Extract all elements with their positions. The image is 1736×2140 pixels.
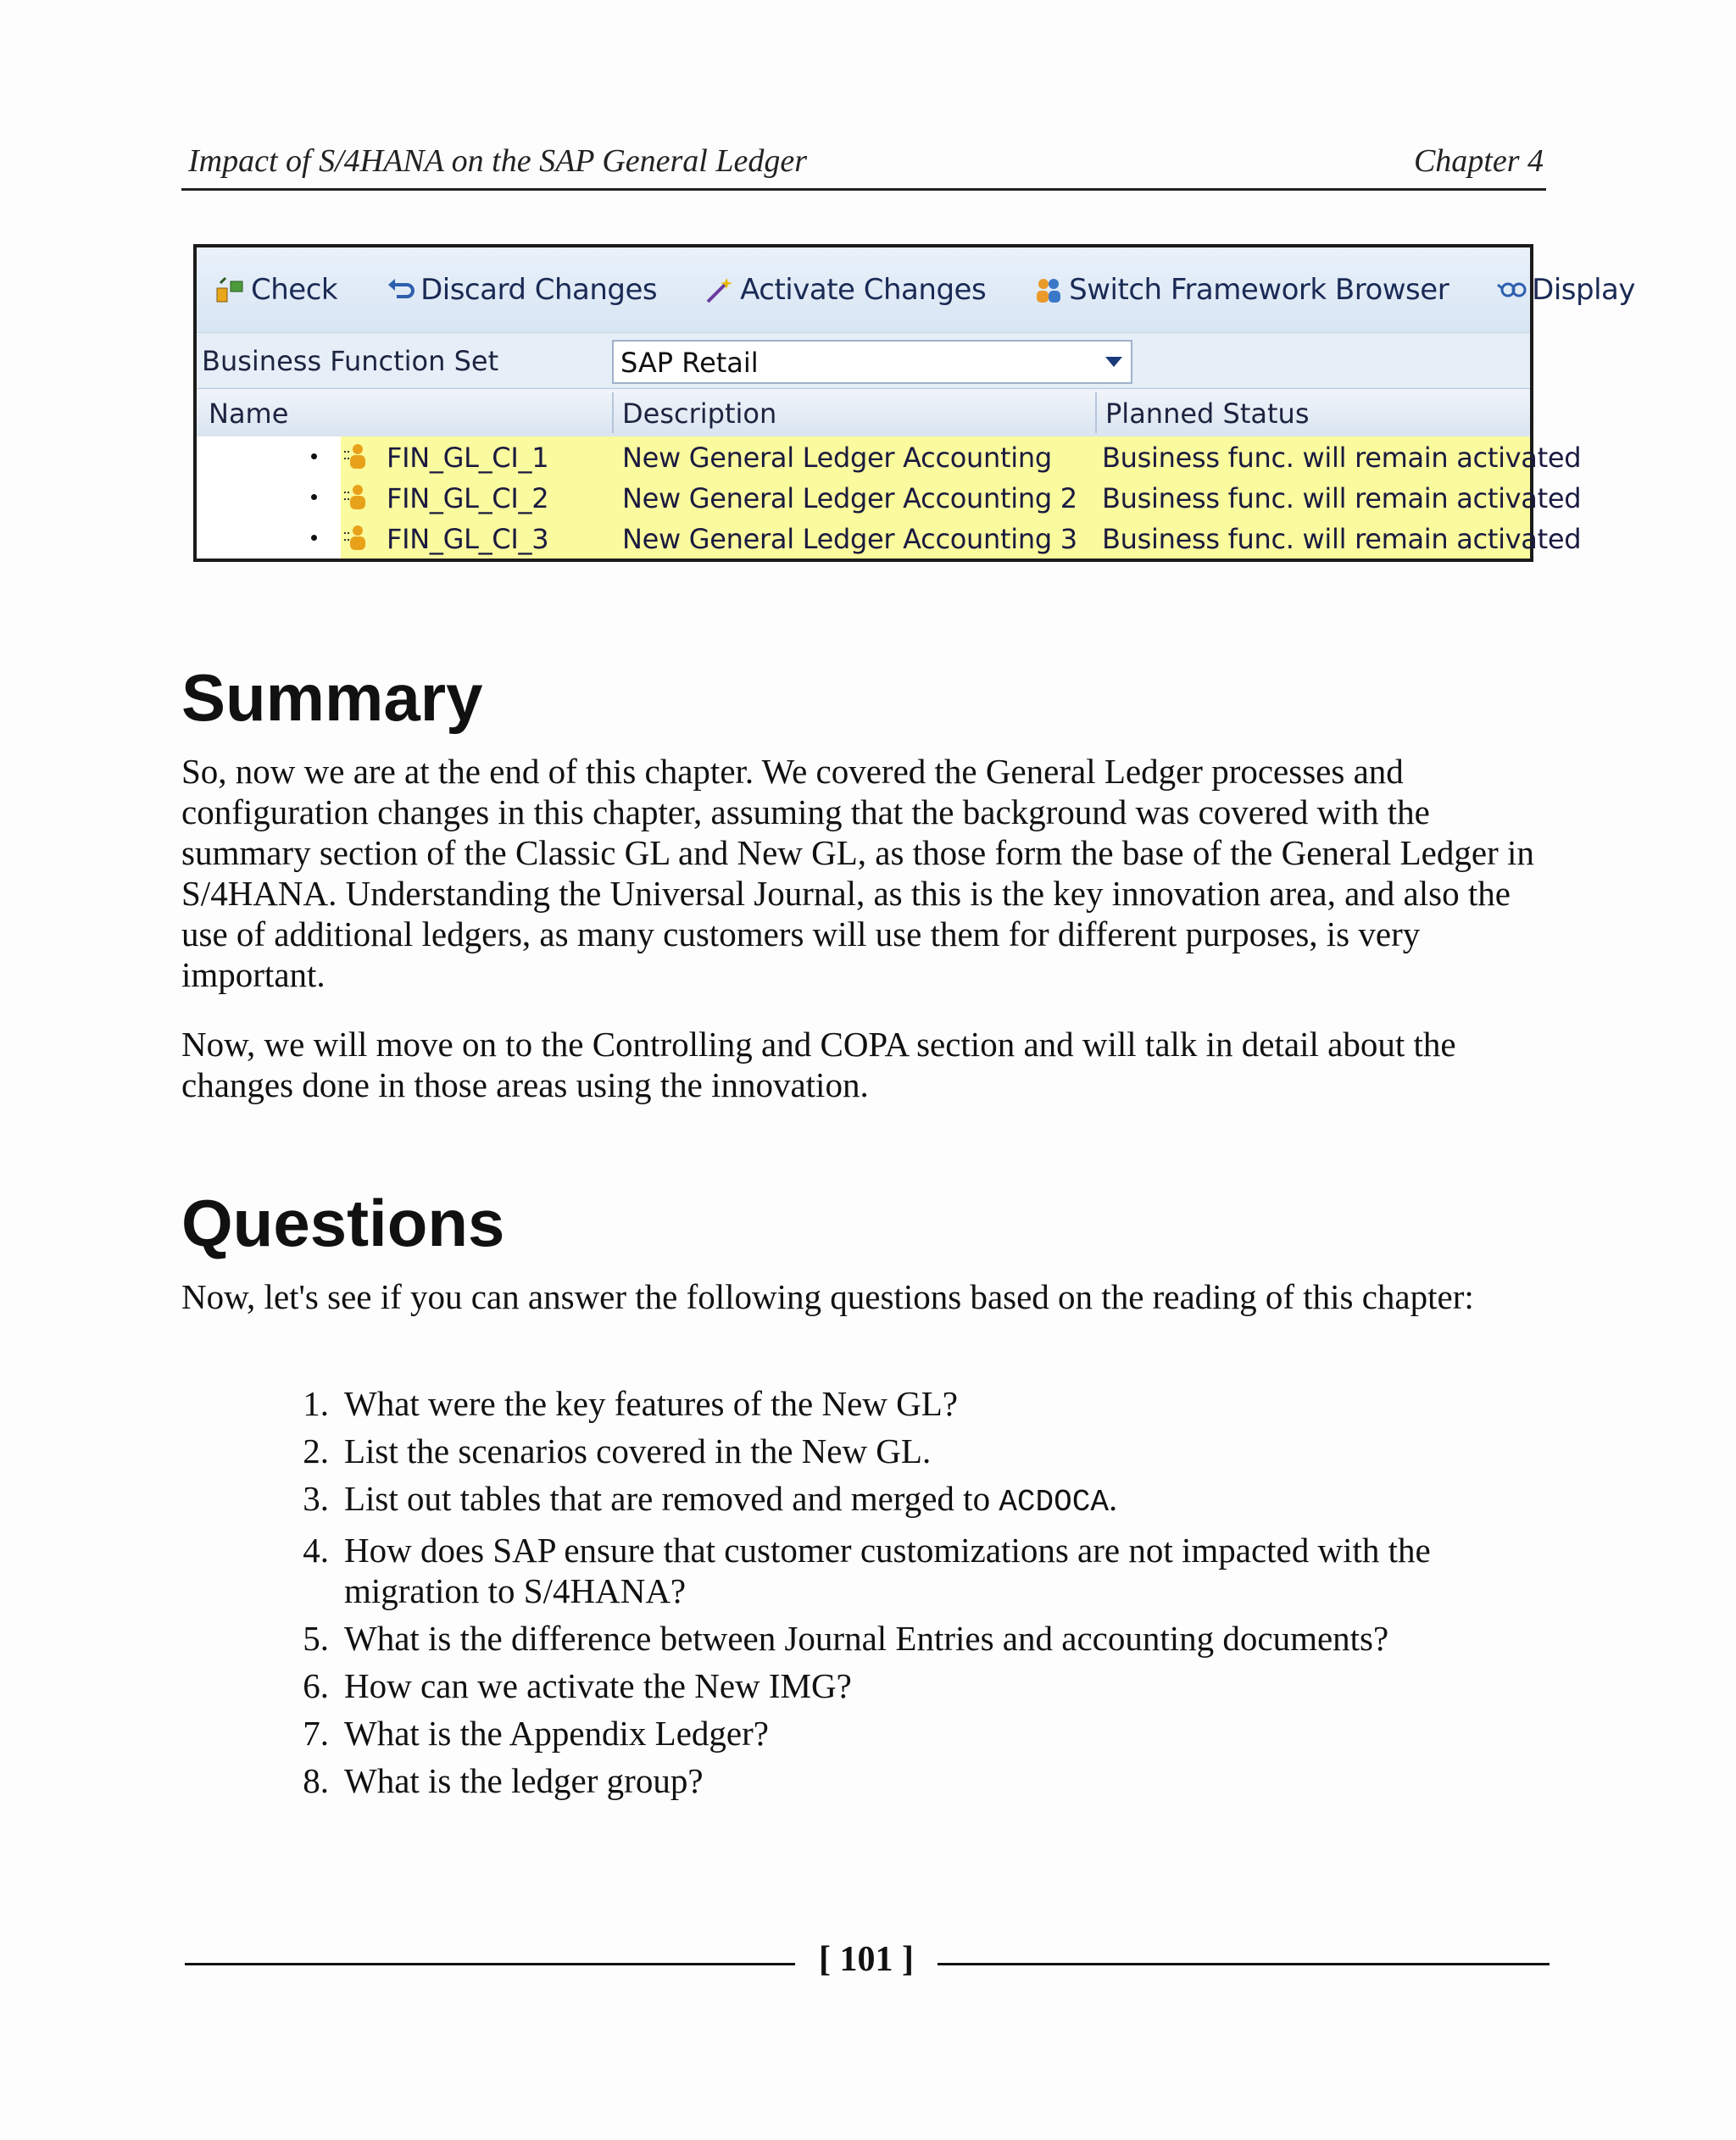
summary-paragraph-2: Now, we will move on to the Controlling and COPA section and will talk in detail about the changes done in those areas using the innovation. — [181, 1025, 1456, 1104]
column-separator — [1095, 392, 1097, 433]
question-text-wrapper — [344, 1478, 1117, 1523]
question-suffix: . — [1108, 1479, 1118, 1518]
summary-heading: Summary — [181, 660, 483, 735]
display-label: Display — [1532, 273, 1635, 307]
business-function-set-label: Business Function Set — [202, 345, 499, 377]
sap-toolbar — [197, 247, 1635, 332]
row-description: New General Ledger Accounting — [622, 442, 1052, 474]
list-number: 8. — [303, 1761, 329, 1800]
undo-icon — [385, 275, 415, 305]
question-text: How can we activate the New IMG? — [344, 1666, 852, 1705]
check-button[interactable] — [215, 273, 337, 307]
display-button[interactable] — [1496, 273, 1635, 307]
row-description: New General Ledger Accounting 2 — [622, 482, 1077, 514]
question-text: What were the key features of the New GL? — [344, 1384, 958, 1423]
list-number: 5. — [303, 1619, 329, 1658]
row-name: FIN_GL_CI_2 — [387, 482, 549, 514]
running-header-title: Impact of S/4HANA on the SAP General Ledger — [188, 143, 807, 179]
magic-wand-icon — [704, 275, 735, 305]
business-function-set-value: SAP Retail — [620, 347, 759, 379]
list-item — [287, 1383, 1558, 1424]
list-number: 6. — [303, 1666, 329, 1705]
list-item — [287, 1530, 1558, 1611]
business-function-icon — [342, 523, 373, 553]
activate-changes-button[interactable] — [704, 273, 986, 307]
row-description: New General Ledger Accounting 3 — [622, 523, 1077, 555]
question-text: How does SAP ensure that customer customizations are not impacted with the migration to S/4HANA? — [344, 1531, 1431, 1610]
people-icon — [1033, 275, 1064, 305]
list-number: 3. — [303, 1479, 329, 1518]
question-text: What is the difference between Journal Entries and accounting documents? — [344, 1619, 1389, 1658]
table-row[interactable] — [197, 477, 1582, 518]
column-header-planned-status[interactable]: Planned Status — [1105, 397, 1310, 430]
questions-heading: Questions — [181, 1186, 505, 1260]
summary-paragraph-1: So, now we are at the end of this chapter. We covered the General Ledger processes and configuration changes in this chapter, assuming that the background was covered with the summary section of the Classic GL and New GL, as those form the base of the General Ledger in S/4HANA. Understanding the Universal Journal, as this is the key innovation area, and also the use of additional ledgers, as many customers will use them for different purposes, is very important. — [181, 752, 1534, 994]
list-item — [287, 1760, 1558, 1801]
tree-bullet — [311, 453, 317, 459]
business-function-icon — [342, 482, 373, 513]
list-number: 1. — [303, 1384, 329, 1423]
row-status: Business func. will remain activated — [1102, 482, 1582, 514]
running-header-chapter: Chapter 4 — [1413, 143, 1544, 179]
discard-changes-label: Discard Changes — [420, 273, 658, 307]
question-text: List out tables that are removed and merged to — [344, 1479, 991, 1518]
dropdown-arrow-icon[interactable] — [1105, 357, 1122, 367]
row-name: FIN_GL_CI_3 — [387, 523, 549, 555]
row-status: Business func. will remain activated — [1102, 523, 1582, 555]
questions-intro: Now, let's see if you can answer the following questions based on the reading of this chapter: — [181, 1277, 1474, 1316]
question-text: What is the ledger group? — [344, 1761, 704, 1800]
table-header — [197, 388, 1530, 437]
question-text: List the scenarios covered in the New GL. — [344, 1431, 932, 1470]
business-function-set-dropdown[interactable] — [612, 340, 1132, 384]
row-status: Business func. will remain activated — [1102, 442, 1582, 474]
check-label: Check — [251, 273, 338, 307]
switch-framework-browser-label: Switch Framework Browser — [1069, 273, 1449, 307]
discard-changes-button[interactable] — [385, 273, 657, 307]
table-row[interactable] — [197, 436, 1582, 477]
check-icon — [215, 275, 246, 305]
table-row[interactable] — [197, 518, 1582, 559]
column-header-name[interactable]: Name — [209, 397, 289, 430]
display-glasses-icon — [1496, 275, 1527, 305]
column-header-description[interactable]: Description — [622, 397, 777, 430]
column-separator — [612, 392, 614, 433]
question-text: What is the Appendix Ledger? — [344, 1714, 769, 1753]
footer-rule-right — [938, 1963, 1550, 1965]
row-name: FIN_GL_CI_1 — [387, 442, 549, 474]
list-item — [287, 1618, 1558, 1659]
sap-screenshot — [193, 244, 1635, 562]
table-code: ACDOCA — [999, 1485, 1109, 1520]
list-item — [287, 1478, 1558, 1523]
tree-bullet — [311, 535, 317, 541]
questions-list — [287, 1383, 1558, 1808]
page-number: [ 101 ] — [819, 1940, 914, 1979]
list-number: 2. — [303, 1431, 329, 1470]
switch-framework-browser-button[interactable] — [1033, 273, 1449, 307]
activate-changes-label: Activate Changes — [740, 273, 987, 307]
list-number: 7. — [303, 1714, 329, 1753]
list-item — [287, 1431, 1558, 1471]
list-number: 4. — [303, 1531, 329, 1570]
list-item — [287, 1665, 1558, 1706]
business-function-icon — [342, 442, 373, 472]
footer-rule-left — [185, 1963, 795, 1965]
tree-bullet — [311, 494, 317, 500]
header-rule — [181, 188, 1546, 191]
business-function-set-row — [197, 332, 1530, 387]
list-item — [287, 1713, 1558, 1754]
